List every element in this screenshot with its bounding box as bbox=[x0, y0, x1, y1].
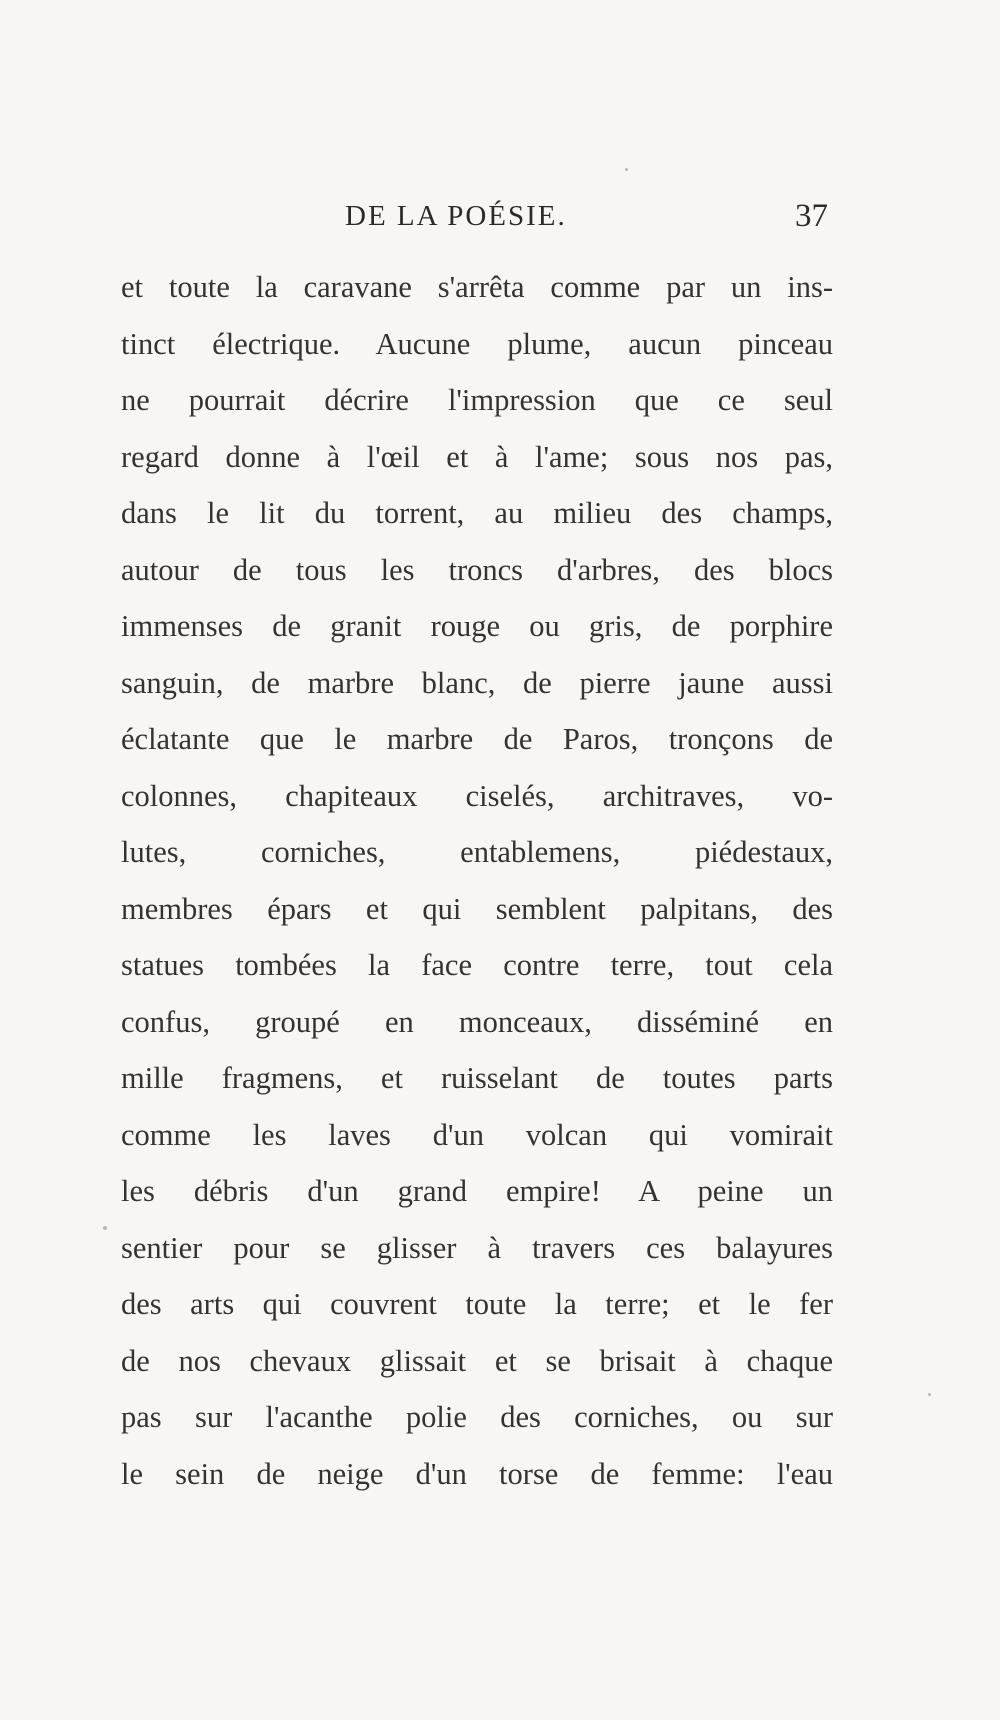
text-line: sentier pour se glisser à travers ces balayures bbox=[121, 1230, 833, 1265]
text-line: autour de tous les troncs d'arbres, des blocs bbox=[121, 552, 833, 587]
text-line: mille fragmens, et ruisselant de toutes parts bbox=[121, 1061, 833, 1095]
text-line: des arts qui couvrent toute la terre; et le fer bbox=[121, 1287, 833, 1321]
paper-speck bbox=[928, 1393, 931, 1396]
body-text bbox=[121, 259, 833, 1502]
running-title: DE LA POÉSIE. bbox=[345, 200, 567, 232]
text-line: ne pourrait décrire l'impression que ce seul bbox=[121, 383, 833, 417]
text-line: sanguin, de marbre blanc, de pierre jaune aussi bbox=[121, 665, 833, 700]
text-line: tinct électrique. Aucune plume, aucun pinceau bbox=[121, 326, 833, 361]
text-line: et toute la caravane s'arrêta comme par un ins- bbox=[121, 270, 833, 304]
text-line: éclatante que le marbre de Paros, tronçons de bbox=[121, 722, 833, 756]
text-line: pas sur l'acanthe polie des corniches, ou sur bbox=[121, 1400, 833, 1434]
text-line: confus, groupé en monceaux, disséminé en bbox=[121, 1004, 833, 1039]
text-line: immenses de granit rouge ou gris, de porphire bbox=[121, 609, 833, 643]
text-line: les débris d'un grand empire! A peine un bbox=[121, 1174, 833, 1208]
text-line: comme les laves d'un volcan qui vomirait bbox=[121, 1117, 833, 1152]
page-number: 37 bbox=[795, 198, 828, 234]
text-line: colonnes, chapiteaux ciselés, architraves, vo- bbox=[121, 778, 833, 813]
text-line: dans le lit du torrent, au milieu des champs, bbox=[121, 496, 833, 530]
text-line: de nos chevaux glissait et se brisait à chaque bbox=[121, 1343, 833, 1378]
text-line: regard donne à l'œil et à l'ame; sous nos pas, bbox=[121, 439, 833, 474]
paper-speck bbox=[625, 168, 628, 171]
text-line: le sein de neige d'un torse de femme: l'eau bbox=[121, 1456, 833, 1491]
text-line: membres épars et qui semblent palpitans, des bbox=[121, 891, 833, 926]
running-head bbox=[0, 200, 1000, 248]
text-line: lutes, corniches, entablemens, piédestaux, bbox=[121, 835, 833, 869]
paper-speck bbox=[103, 1226, 107, 1230]
text-line: statues tombées la face contre terre, tout cela bbox=[121, 948, 833, 982]
